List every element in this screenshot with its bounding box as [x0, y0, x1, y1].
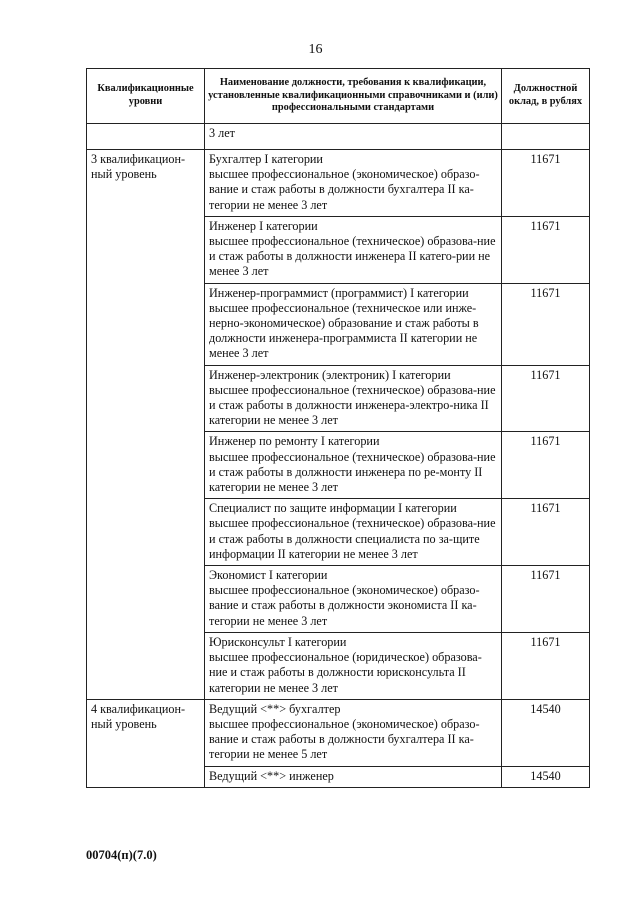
- salary-value: 14540: [502, 699, 590, 766]
- document-footer-code: 00704(п)(7.0): [86, 848, 157, 862]
- position-requirements: высшее профессиональное (техническое) образова-ние и стаж работы в должности инженера II катего-рии не менее 3 лет: [209, 234, 496, 279]
- continuation-row: [87, 124, 590, 150]
- position-cell: [205, 216, 502, 283]
- salary-value: 11671: [502, 365, 590, 432]
- position-requirements: высшее профессиональное (экономическое) образо-вание и стаж работы в должности экономиста II ка-тегории не менее 3 лет: [209, 583, 480, 628]
- salary-value: 11671: [502, 283, 590, 365]
- position-title: Инженер по ремонту I категории: [209, 434, 380, 449]
- position-cell: [205, 566, 502, 633]
- position-cell: [205, 432, 502, 499]
- salary-value: 11671: [502, 499, 590, 566]
- position-requirements: высшее профессиональное (экономическое) образо-вание и стаж работы в должности бухгалтера II ка-тегории не менее 3 лет: [209, 167, 480, 212]
- header-level: Квалификационные уровни: [87, 69, 205, 124]
- position-title: Бухгалтер I категории: [209, 152, 323, 166]
- position-title: Специалист по защите информации I категории: [209, 501, 457, 516]
- position-cell: [205, 632, 502, 699]
- position-requirements: высшее профессиональное (техническое) образова-ние и стаж работы в должности инженера по ре-монту II категории не менее 3 лет: [209, 449, 496, 495]
- position-title: Ведущий <**> инженер: [209, 768, 334, 783]
- continuation-salary-cell: [502, 124, 590, 150]
- position-cell: [205, 699, 502, 766]
- position-requirements: высшее профессиональное (техническое) образова-ние и стаж работы в должности инженера-электро-ника II категории не менее 3 лет: [209, 382, 496, 428]
- position-cell: [205, 283, 502, 365]
- continuation-text: 3 лет: [205, 124, 502, 150]
- header-salary: Должностной оклад, в рублях: [502, 69, 590, 124]
- position-title: Инженер-электроник (электроник) I категории: [209, 367, 451, 382]
- position-cell: [205, 499, 502, 566]
- qualification-level: 3 квалификацион-ный уровень: [87, 150, 205, 700]
- position-title: Юрисконсульт I категории: [209, 634, 347, 649]
- continuation-level-cell: [87, 124, 205, 150]
- position-title: Инженер I категории: [209, 218, 318, 233]
- qualification-table: [86, 68, 590, 788]
- salary-value: 11671: [502, 150, 590, 217]
- salary-value: 11671: [502, 432, 590, 499]
- salary-value: 11671: [502, 632, 590, 699]
- table-row: [87, 150, 590, 217]
- qualification-level: 4 квалификацион-ный уровень: [87, 699, 205, 787]
- position-title: Экономист I категории: [209, 568, 328, 583]
- table-row: [87, 699, 590, 766]
- page-number: 16: [308, 42, 323, 57]
- position-requirements: высшее профессиональное (техническое) образова-ние и стаж работы в должности специалиста по за-щите информации II категории не менее 3 лет: [209, 516, 496, 561]
- position-requirements: высшее профессиональное (юридическое) образова-ние и стаж работы в должности юрисконсульта II категории не менее 3 лет: [209, 650, 482, 695]
- salary-value: 14540: [502, 766, 590, 787]
- header-position: Наименование должности, требования к квалификации, установленные квалификационными справочниками и (или) профессиональными стандартами: [205, 69, 502, 124]
- position-cell: [205, 150, 502, 217]
- position-cell: [205, 766, 502, 787]
- position-title: Ведущий <**> бухгалтер: [209, 701, 341, 716]
- position-title: Инженер-программист (программист) I категории: [209, 285, 469, 300]
- table-header-row: [87, 69, 590, 124]
- salary-value: 11671: [502, 566, 590, 633]
- position-requirements: высшее профессиональное (техническое или инже-нерно-экономическое) образование и стаж работы в должности инженера-программиста II категории не менее 3 лет: [209, 300, 479, 361]
- salary-value: 11671: [502, 216, 590, 283]
- position-requirements: высшее профессиональное (экономическое) образо-вание и стаж работы в должности бухгалтера II ка-тегории не менее 5 лет: [209, 716, 480, 762]
- position-cell: [205, 365, 502, 432]
